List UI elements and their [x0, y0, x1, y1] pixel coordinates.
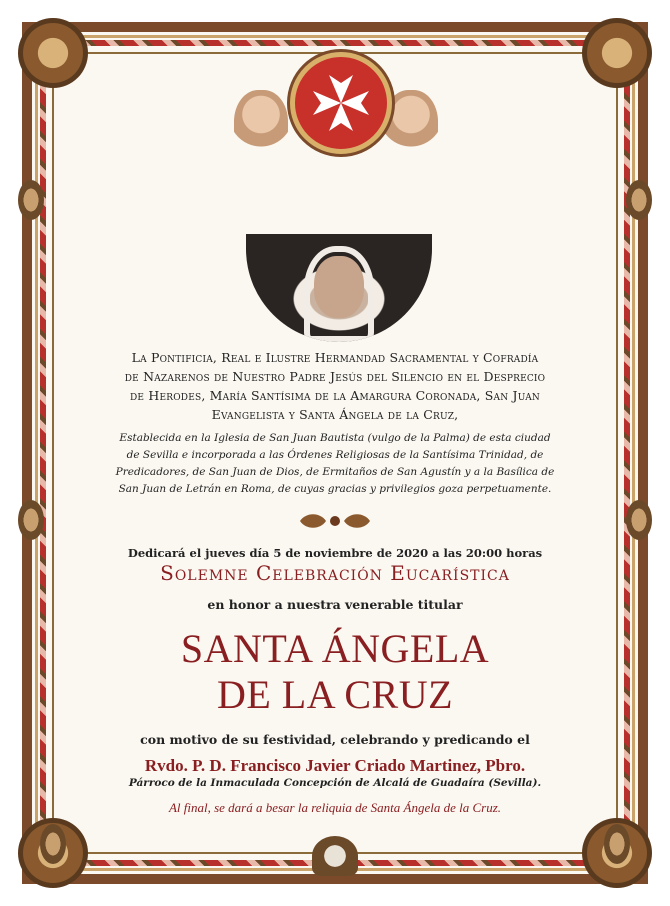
side-medallion — [604, 824, 630, 864]
bottom-medallion — [312, 836, 358, 876]
corner-ornament — [582, 18, 652, 88]
closing-note: Al final, se dará a besar la reliquia de Santa Ángela de la Cruz. — [168, 800, 502, 815]
hermandad-line: de Herodes, María Santísima de la Amargura Coronada, San Juan — [130, 388, 540, 403]
hermandad-line: Evangelista y Santa Ángela de la Cruz, — [211, 407, 459, 422]
cherub-ornament — [384, 90, 438, 160]
side-medallion — [18, 180, 44, 220]
celebration-title: Solemne Celebración Eucarística — [160, 561, 510, 585]
celebrant-role: Párroco de la Inmaculada Concepción de Alcalá de Guadaíra (Sevilla). — [128, 777, 542, 789]
establecida-paragraph — [90, 430, 580, 498]
cherub-ornament — [234, 90, 288, 160]
hermandad-title — [90, 348, 580, 424]
side-medallion — [626, 500, 652, 540]
establecida-line: Establecida en la Iglesia de San Juan Bautista (vulgo de la Palma) de esta ciudad — [119, 432, 551, 444]
establecida-line: Predicadores, de San Juan de Dios, de Ermitaños de San Agustín y a la Basílica de — [115, 466, 555, 478]
motivo-line: con motivo de su festividad, celebrando y predicando el — [140, 732, 530, 747]
honor-line: en honor a nuestra venerable titular — [207, 597, 463, 612]
corner-ornament — [18, 18, 88, 88]
titular-name — [90, 626, 580, 718]
event-date: Dedicará el jueves día 5 de noviembre de 2020 a las 20:00 horas — [127, 546, 543, 560]
celebrant-name: Rvdo. P. D. Francisco Javier Criado Martinez, Pbro. — [144, 756, 526, 775]
side-medallion — [40, 824, 66, 864]
titular-line: SANTA ÁNGELA — [180, 626, 490, 671]
side-medallion — [18, 500, 44, 540]
scroll-ornament-icon — [296, 512, 374, 534]
hermandad-line: de Nazarenos de Nuestro Padre Jesús del Silencio en el Desprecio — [124, 369, 546, 384]
maltese-cross-icon — [290, 52, 392, 154]
establecida-line: San Juan de Letrán en Roma, de cuyas gracias y privilegios goza perpetuamente. — [118, 483, 552, 495]
side-medallion — [626, 180, 652, 220]
titular-line: DE LA CRUZ — [216, 672, 454, 717]
establecida-line: de Sevilla e incorporada a las Órdenes Religiosas de la Santísima Trinidad, de — [126, 449, 544, 461]
hermandad-line: La Pontificia, Real e Ilustre Hermandad Sacramental y Cofradía — [131, 350, 539, 365]
